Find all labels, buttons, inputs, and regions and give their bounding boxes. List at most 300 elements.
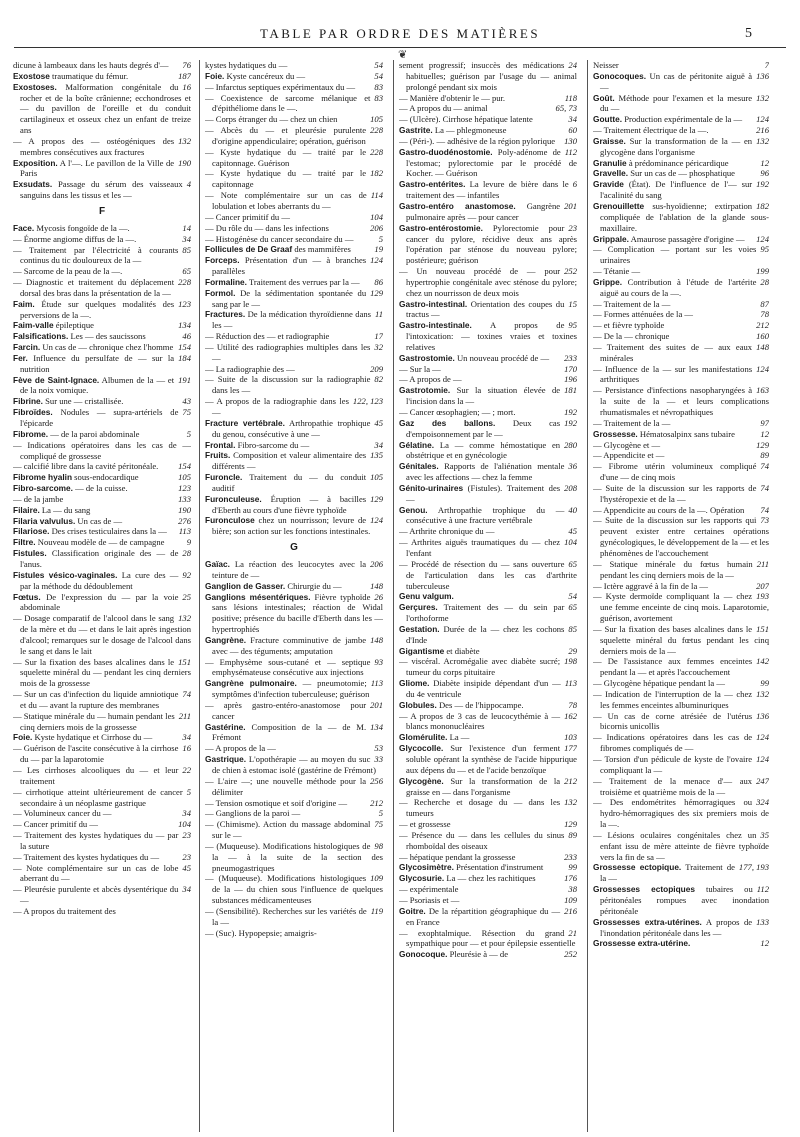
entry-text: — Traitement de la — bbox=[593, 417, 671, 428]
page-reference: 83 bbox=[374, 92, 383, 103]
page-reference: 36 bbox=[568, 461, 577, 472]
page-reference: 142 bbox=[756, 656, 769, 667]
page-reference: 133 bbox=[178, 493, 191, 504]
entry-text: — Indications opératoires dans les cas de fibromes compliqués de — bbox=[593, 732, 753, 754]
index-headword: Fer. bbox=[13, 352, 28, 363]
index-entry bbox=[13, 526, 191, 537]
index-entry bbox=[399, 819, 577, 830]
index-entry bbox=[13, 852, 191, 863]
page-header bbox=[0, 26, 800, 48]
index-headword: Gastrotomie. bbox=[399, 385, 451, 396]
index-entry bbox=[399, 559, 577, 592]
entry-text: — De l'assistance aux femmes enceintes pendant la — et après l'accouchement bbox=[593, 656, 753, 678]
index-entry bbox=[399, 125, 577, 136]
index-headword: Foie. bbox=[205, 70, 225, 81]
index-entry bbox=[13, 158, 191, 180]
index-entry bbox=[13, 483, 191, 494]
index-entry bbox=[205, 635, 383, 657]
index-headword: Gastrostomie. bbox=[399, 352, 455, 363]
entry-text: — Suite de la discussion sur les rapports de l'hystéropexie et de la — bbox=[593, 482, 757, 504]
entry-text: (Fistules). Traitement des — bbox=[406, 482, 561, 504]
page-reference: 83 bbox=[374, 81, 383, 92]
entry-text: — Note complémentaire sur un cas de lobulation et lobes aberrants du — bbox=[205, 190, 367, 211]
entry-text: La réaction des leucocytes avec la teinture de — bbox=[212, 558, 367, 580]
index-entry bbox=[593, 201, 769, 234]
page-reference: 154 bbox=[178, 342, 191, 353]
page-reference: 201 bbox=[564, 200, 577, 211]
entry-text: — La radiographie des — bbox=[205, 363, 295, 374]
index-headword: Goût. bbox=[593, 92, 615, 103]
index-entry bbox=[205, 93, 383, 115]
page-reference: 5 bbox=[378, 808, 383, 819]
index-entry bbox=[13, 461, 191, 472]
page-reference: 109 bbox=[564, 894, 577, 905]
entry-text: — Un cas de corne atrésiée de l'utérus bicornis unicollis bbox=[593, 710, 753, 732]
index-headword: Genou. bbox=[399, 504, 428, 515]
entry-text: Orientation des coupes du tractus — bbox=[406, 298, 565, 320]
index-entry bbox=[593, 244, 769, 266]
index-entry bbox=[13, 537, 191, 548]
page-reference: 148 bbox=[370, 580, 383, 591]
index-entry bbox=[399, 700, 577, 711]
entry-text: — Note complémentaire sur un cas de lobe aberrant du — bbox=[13, 862, 179, 884]
index-entry bbox=[13, 375, 191, 397]
page-reference: 192 bbox=[756, 179, 769, 190]
entry-text: Traitement des verrues par la — bbox=[248, 276, 360, 287]
entry-text: Étude sur quelques modalités des perversions de la —. bbox=[20, 298, 175, 320]
entry-text: — Influence de la — sur les manifestations arthritiques bbox=[593, 363, 753, 385]
index-entry bbox=[593, 158, 769, 169]
index-entry bbox=[205, 277, 383, 288]
entry-text: — (Muqueuse). Modifications histologiques de la — à la suite de la section des pneumogastriques bbox=[205, 840, 383, 873]
page-reference: 65 bbox=[182, 266, 191, 277]
index-entry bbox=[13, 266, 191, 277]
index-entry bbox=[13, 808, 191, 819]
index-headword: Face. bbox=[13, 222, 35, 233]
index-headword: Gaz des ballons. bbox=[399, 417, 496, 428]
page-reference: 29 bbox=[568, 645, 577, 656]
entry-text: — Des endométrites hémorragiques ou hydro-hémorragiques des six premiers mois de la —. bbox=[593, 797, 769, 830]
entry-text: — Complication — portant sur les voies urinaires bbox=[593, 244, 757, 266]
index-entry bbox=[13, 830, 191, 852]
index-headword: Furonculeuse. bbox=[205, 493, 262, 504]
index-headword: Filaria valvulus. bbox=[13, 515, 76, 526]
index-headword: Fibro-sarcome. bbox=[13, 483, 73, 494]
entry-text: — A propos des — ostéogéniques des membres consécutives aux fractures bbox=[13, 135, 175, 157]
entry-text: — (Muqueuse). Modifications histologiques de la — du chien sous l'influence de quelques substances médicamenteuses bbox=[205, 873, 383, 906]
page-reference: 148 bbox=[370, 634, 383, 645]
index-entry bbox=[205, 559, 383, 581]
index-headword: Exposition. bbox=[13, 157, 58, 168]
page-reference: 15 bbox=[568, 298, 577, 309]
page-reference: 75 bbox=[374, 819, 383, 830]
page-reference: 54 bbox=[374, 60, 383, 70]
entry-text: — Appendicite et — bbox=[593, 450, 665, 461]
page-reference: 54 bbox=[568, 591, 577, 602]
page-reference: 104 bbox=[178, 819, 191, 830]
index-entry bbox=[13, 320, 191, 331]
entry-text: — de la paroi abdominale bbox=[50, 428, 140, 439]
index-headword: Gigantisme bbox=[399, 645, 445, 656]
entry-text: — Formes atténuées de la — bbox=[593, 309, 693, 320]
index-headword: Fruits. bbox=[205, 450, 231, 461]
entry-text: — de la jambe bbox=[13, 493, 64, 504]
page-reference: 9 bbox=[186, 537, 191, 548]
entry-text: — Réduction des — et radiographie bbox=[205, 331, 330, 342]
entry-text: — Cancer œsophagien; — ; mort. bbox=[399, 407, 516, 417]
index-entry bbox=[13, 613, 191, 656]
page-reference: 228 bbox=[370, 125, 383, 136]
index-headword: Gliome. bbox=[399, 678, 430, 689]
entry-text: Méthode pour l'examen et la mesure du — bbox=[600, 92, 753, 114]
entry-text: A l'—. Le pavillon de la Ville de Paris bbox=[20, 157, 175, 179]
entry-text: — Corps étranger du — chez un chien bbox=[205, 114, 338, 125]
index-entry bbox=[205, 743, 383, 754]
index-entry bbox=[399, 949, 577, 960]
index-entry bbox=[399, 928, 577, 950]
index-headword: Glomérulite. bbox=[399, 732, 448, 743]
entry-text: De la sédimentation spontanée du sang par le — bbox=[212, 287, 367, 309]
page-reference: 33 bbox=[374, 754, 383, 765]
page-reference: 26 bbox=[374, 591, 383, 602]
index-entry bbox=[13, 299, 191, 321]
page-reference: 74 bbox=[760, 504, 769, 515]
entry-text: — Glycogène et — bbox=[593, 439, 661, 450]
index-entry bbox=[13, 60, 191, 71]
page-reference: 132 bbox=[756, 688, 769, 699]
index-headword: Gastro-entérites. bbox=[399, 179, 466, 190]
page-reference: 122, 123 bbox=[352, 396, 383, 407]
page-reference: 211 bbox=[178, 710, 191, 721]
index-entry bbox=[205, 581, 383, 592]
index-headword: Furonculose bbox=[205, 515, 255, 526]
index-entry bbox=[13, 353, 191, 375]
page-reference: 24 bbox=[568, 60, 577, 70]
index-entry bbox=[205, 82, 383, 93]
page-reference: 163 bbox=[756, 385, 769, 396]
entry-text: — Indication de l'interruption de la — chez les femmes enceintes albuminuriques bbox=[593, 688, 753, 710]
entry-text: Des — de l'hippocampe. bbox=[438, 699, 524, 710]
entry-text: — de la cuisse. bbox=[75, 483, 128, 494]
page-reference: 34 bbox=[182, 884, 191, 895]
index-headword: Filtre. bbox=[13, 537, 36, 548]
page-reference: 132 bbox=[564, 797, 577, 808]
index-entry bbox=[205, 928, 383, 939]
index-entry bbox=[593, 581, 769, 592]
entry-text: Traitement du — du conduit auditif bbox=[212, 472, 367, 493]
index-entry bbox=[13, 407, 191, 429]
entry-text: Production expérimentale de la — bbox=[624, 114, 743, 125]
page-reference: 34 bbox=[182, 233, 191, 244]
index-headword: Fistules vésico-vaginales. bbox=[13, 569, 118, 580]
page-reference: 45 bbox=[182, 862, 191, 873]
index-entry bbox=[593, 559, 769, 581]
index-entry bbox=[593, 320, 769, 331]
page-reference: 105 bbox=[370, 472, 383, 483]
index-headword: Globules. bbox=[399, 699, 437, 710]
page-reference: 133 bbox=[756, 916, 769, 927]
index-headword: Grossesse. bbox=[593, 428, 638, 439]
index-entry bbox=[13, 82, 191, 136]
index-headword: Farcin. bbox=[13, 342, 41, 353]
page-reference: 43 bbox=[182, 396, 191, 407]
index-entry bbox=[593, 440, 769, 451]
page-reference: 53 bbox=[374, 743, 383, 754]
index-entry bbox=[205, 418, 383, 440]
index-entry bbox=[399, 320, 577, 353]
page-reference: 132 bbox=[178, 613, 191, 624]
entry-text: Neisser bbox=[593, 60, 619, 70]
page-number: 5 bbox=[745, 26, 752, 41]
entry-text: Mycosis fongoïde de la —. bbox=[36, 222, 130, 233]
index-entry bbox=[593, 656, 769, 678]
page-reference: 65, 73 bbox=[555, 103, 577, 114]
entry-text: dicune à lambeaux dans les hauts degrés d'— bbox=[13, 60, 169, 70]
page-reference: 4 bbox=[186, 179, 191, 190]
index-headword: Grippe. bbox=[593, 276, 623, 287]
entry-text: — Abcès du — et pleurésie purulente d'origine appendiculaire; opération, guérison bbox=[205, 125, 367, 146]
page-reference: 124 bbox=[756, 732, 769, 743]
page-reference: 134 bbox=[178, 320, 191, 331]
page-reference: 181 bbox=[564, 385, 577, 396]
index-entry bbox=[593, 71, 769, 93]
index-entry bbox=[593, 429, 769, 440]
entry-text: Composition de la — de M. Frémont bbox=[212, 721, 367, 743]
index-entry bbox=[205, 255, 383, 277]
entry-text: Les — des saucissons bbox=[70, 331, 146, 342]
index-entry bbox=[205, 450, 383, 472]
entry-text: — hépatique pendant la grossesse bbox=[399, 851, 516, 862]
index-entry bbox=[205, 223, 383, 234]
page-reference: 136 bbox=[756, 70, 769, 81]
index-headword: Gastrite. bbox=[399, 125, 433, 136]
page-reference: 89 bbox=[760, 450, 769, 461]
entry-text: L'opothérapie — au moyen du suc de chien à estomac isolé (gastérine de Frémont) bbox=[212, 754, 376, 775]
index-entry bbox=[593, 711, 769, 733]
entry-text: — Ictère aggravé à la fin de la — bbox=[593, 580, 709, 591]
index-headword: Exsudats. bbox=[13, 179, 53, 190]
page-reference: 60 bbox=[568, 125, 577, 136]
index-entry bbox=[593, 93, 769, 115]
page-reference: 123 bbox=[178, 483, 191, 494]
entry-text: Fracture comminutive de jambe avec — des téguments; amputation bbox=[212, 634, 367, 656]
index-entry bbox=[593, 483, 769, 505]
page-reference: 40 bbox=[568, 504, 577, 515]
index-entry bbox=[13, 548, 191, 570]
entry-text: — Statique minérale du — humain pendant les cinq derniers mois de la grossesse bbox=[13, 710, 175, 732]
page-reference: 95 bbox=[568, 320, 577, 331]
page-reference: 201 bbox=[370, 699, 383, 710]
page-reference: 5 bbox=[378, 233, 383, 244]
entry-text: La levure de bière dans le traitement des — infantiles bbox=[406, 179, 569, 201]
page-reference: 113 bbox=[178, 526, 191, 537]
entry-text: — cirrhotique atteint ultérieurement de cancer secondaire à un néoplasme gastrique bbox=[13, 786, 183, 808]
index-entry bbox=[13, 732, 191, 743]
index-entry bbox=[593, 776, 769, 798]
index-entry bbox=[399, 179, 577, 201]
index-entry bbox=[399, 591, 577, 602]
page-reference: 177 bbox=[564, 743, 577, 754]
entry-text: Arthropathie trophique du — consécutive à une fracture vertébrale bbox=[406, 504, 565, 526]
page-reference: 132 bbox=[756, 92, 769, 103]
index-headword: Formol. bbox=[205, 287, 236, 298]
page-reference: 104 bbox=[370, 211, 383, 222]
index-entry bbox=[593, 114, 769, 125]
page-reference: 216 bbox=[756, 125, 769, 136]
page-reference: 99 bbox=[568, 862, 577, 873]
index-headword: Gonocoque. bbox=[399, 949, 448, 960]
index-headword: Gestation. bbox=[399, 623, 440, 634]
index-headword: Fistules. bbox=[13, 548, 47, 559]
index-entry bbox=[13, 743, 191, 765]
page-reference: 34 bbox=[182, 808, 191, 819]
index-headword: Fibroïdes. bbox=[13, 407, 53, 418]
page-reference: 216 bbox=[564, 905, 577, 916]
index-entry bbox=[593, 624, 769, 657]
entry-text: — A propos de la — bbox=[205, 743, 276, 754]
entry-text: — Sarcome de la peau de la —. bbox=[13, 266, 123, 277]
page-reference: 170 bbox=[564, 363, 577, 374]
index-headword: Gélatine. bbox=[399, 439, 435, 450]
index-entry bbox=[13, 494, 191, 505]
entry-text: La — bbox=[449, 732, 470, 743]
index-entry bbox=[593, 266, 769, 277]
index-headword: Gastro-entérostomie. bbox=[399, 222, 483, 233]
entry-text: Un cas de — chronique chez l'homme bbox=[42, 342, 174, 353]
page-reference: 124 bbox=[370, 515, 383, 526]
index-entry bbox=[13, 429, 191, 440]
entry-text: — après gastro-entéro-anastomose pour cancer bbox=[205, 699, 367, 721]
entry-text: Gangrène pulmonaire après — pour cancer bbox=[406, 200, 561, 222]
page-reference: 96 bbox=[760, 168, 769, 179]
page-reference: 23 bbox=[568, 222, 577, 233]
page-reference: 206 bbox=[370, 222, 383, 233]
index-headword: Genu valgum. bbox=[399, 591, 454, 602]
entry-text: — exophtalmique. Résection du grand sympathique pour — et pour épilepsie essentielle bbox=[399, 927, 576, 949]
page-reference: 95 bbox=[760, 244, 769, 255]
page-reference: 211 bbox=[756, 558, 769, 569]
entry-text: — expérimentale bbox=[399, 884, 459, 895]
entry-text: — Cancer primitif du — bbox=[13, 819, 98, 830]
entry-text: — Indications opératoires dans les cas de — compliqué de grossesse bbox=[13, 439, 191, 461]
index-headword: Glycosurie. bbox=[399, 873, 445, 884]
index-entry bbox=[593, 884, 769, 917]
index-entry bbox=[593, 754, 769, 776]
page-reference: 45 bbox=[568, 526, 577, 537]
page-reference: 5 bbox=[186, 428, 191, 439]
page-reference: 130 bbox=[564, 135, 577, 146]
page-reference: 160 bbox=[756, 331, 769, 342]
index-headword: Falsifications. bbox=[13, 331, 69, 342]
page-reference: 208 bbox=[564, 482, 577, 493]
page-reference: 6 bbox=[572, 179, 577, 190]
index-entry bbox=[593, 168, 769, 179]
page-reference: 74 bbox=[182, 689, 191, 700]
index-entry bbox=[399, 776, 577, 798]
index-headword: Gangrène. bbox=[205, 634, 247, 645]
entry-text: — Sur un cas d'infection du liquide amniotique et du — avant la rupture des membranes bbox=[13, 689, 179, 710]
index-entry bbox=[399, 461, 577, 483]
index-headword: Goitre. bbox=[399, 905, 426, 916]
index-headword: Gastérine. bbox=[205, 721, 246, 732]
page-reference: 5 bbox=[186, 786, 191, 797]
page-reference: 212 bbox=[756, 320, 769, 331]
index-entry bbox=[205, 71, 383, 82]
entry-text: De l'expression du — par la voie abdominale bbox=[20, 591, 179, 613]
index-entry bbox=[399, 602, 577, 624]
entry-text: — Coexistence de sarcome mélanique et d'épithéliome dans le —. bbox=[205, 92, 371, 114]
index-entry bbox=[593, 830, 769, 863]
index-entry bbox=[593, 689, 769, 711]
index-entry bbox=[399, 136, 577, 147]
page-reference: 134 bbox=[370, 721, 383, 732]
entry-text: — Sur la fixation des bases alcalines dans le squelette minéral du fœtus pendant les cinq derniers mois de la — bbox=[593, 623, 769, 656]
entry-text: — (Péri-). — adhésive de la région pylorique bbox=[399, 135, 556, 146]
index-entry bbox=[399, 407, 577, 418]
page-reference: 86 bbox=[374, 276, 383, 287]
page-reference: 124 bbox=[756, 754, 769, 764]
index-entry bbox=[13, 331, 191, 342]
entry-text: — Dosage comparatif de l'alcool dans le sang de la mère et du — et dans le lait après ingestion d'alcool; remarques sur le dosage de l'alcool dans le sang et dans le lait bbox=[13, 613, 191, 656]
page-reference: 74 bbox=[760, 461, 769, 472]
page-reference: 113 bbox=[370, 678, 383, 689]
index-entry bbox=[205, 244, 383, 255]
entry-text: Chirurgie du — bbox=[287, 580, 342, 591]
page-reference: 212 bbox=[564, 775, 577, 786]
page-reference: 151 bbox=[178, 656, 191, 667]
index-entry bbox=[593, 515, 769, 558]
index-headword: Grossesse ectopique. bbox=[593, 862, 682, 873]
index-entry bbox=[205, 472, 383, 494]
entry-text: — Recherche et dosage du — dans les tumeurs bbox=[399, 797, 561, 819]
entry-text: — Traitement par l'électricité à courants continus du tic douloureux de la — bbox=[13, 244, 179, 266]
column-divider bbox=[199, 60, 200, 1132]
page-reference: 280 bbox=[564, 439, 577, 450]
entry-text: Kyste cancéreux du — bbox=[226, 70, 306, 81]
index-entry bbox=[593, 418, 769, 429]
page-reference: 324 bbox=[756, 797, 769, 808]
index-entry bbox=[399, 299, 577, 321]
index-headword: Grippale. bbox=[593, 233, 629, 244]
index-entry bbox=[593, 136, 769, 158]
index-entry bbox=[593, 309, 769, 320]
entry-text: — Tension osmotique et soif d'origine — bbox=[205, 797, 348, 808]
index-headword: Gastro-duodénostomie. bbox=[399, 146, 493, 157]
index-entry bbox=[13, 223, 191, 234]
entry-text: — Traitement des kystes hydatiques du — par la suture bbox=[13, 830, 179, 851]
entry-text: — Traitement des suites de — aux eaux minérales bbox=[593, 341, 753, 363]
entry-text: Sur une — cristallisée. bbox=[45, 396, 124, 407]
index-entry bbox=[205, 288, 383, 310]
index-entry bbox=[205, 678, 383, 700]
index-headword: Gastrique. bbox=[205, 754, 247, 765]
entry-text: Albumen de la — et de la noix vomique. bbox=[20, 374, 175, 396]
entry-text: Fièvre typhoïde sans lésions intestinales; réaction de Widal positive; présence du bacille d'Eberth dans les — hypertrophiés bbox=[212, 591, 383, 635]
entry-text: Traitement des — du sein par l'orthoforme bbox=[406, 602, 565, 624]
page-reference: 73 bbox=[760, 515, 769, 526]
index-entry bbox=[593, 678, 769, 689]
entry-text: Présentation d'instrument bbox=[456, 862, 544, 873]
index-headword: Glycogène. bbox=[399, 775, 444, 786]
page-reference: 21 bbox=[568, 927, 577, 938]
entry-text: Un cas de péritonite aiguë à — bbox=[600, 70, 753, 92]
index-entry bbox=[399, 711, 577, 733]
entry-text: — Manière d'obtenir le — pur. bbox=[399, 92, 506, 103]
index-entry bbox=[13, 787, 191, 809]
page-reference: 124 bbox=[370, 255, 383, 266]
index-entry bbox=[593, 862, 769, 884]
entry-text: Rapports de l'aliénation mentale avec les affections — chez la femme bbox=[406, 461, 565, 483]
